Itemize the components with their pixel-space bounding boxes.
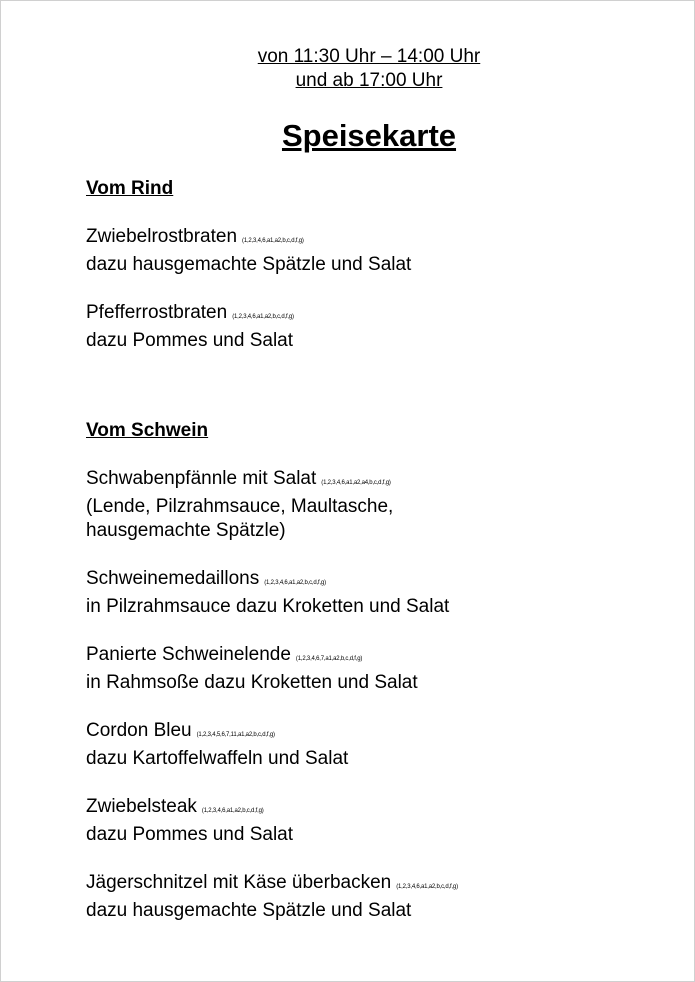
- menu-item-title-line: [86, 225, 666, 253]
- menu-item: [86, 467, 666, 543]
- menu-item-description: hausgemachte Spätzle): [86, 520, 286, 541]
- menu-item: [86, 643, 666, 695]
- menu-item-title-line: [86, 467, 666, 495]
- menu-item-description: dazu hausgemachte Spätzle und Salat: [86, 900, 412, 921]
- menu-item-name: Panierte Schweinelende: [86, 644, 291, 665]
- menu-item-name: Pfefferrostbraten: [86, 302, 228, 323]
- allergen-codes: (1,2,3,4,5,6,7,11,a1,a2,b,c,d,f,g): [196, 732, 275, 738]
- menu-item-name: Zwiebelrostbraten: [86, 226, 238, 247]
- menu-item: [86, 871, 666, 923]
- menu-item-name: Jägerschnitzel mit Käse überbacken: [86, 872, 392, 893]
- menu-item-description: dazu hausgemachte Spätzle und Salat: [86, 254, 412, 275]
- menu-item: [86, 567, 666, 619]
- allergen-codes: (1,2,3,4,6,a1,a2,b,c,d,f,g): [201, 808, 264, 814]
- menu-item-title-line: [86, 871, 666, 899]
- allergen-codes: (1,2,3,4,6,a1,a2,a4,b,c,d,f,g): [321, 480, 391, 486]
- menu-item-title-line: [86, 643, 666, 671]
- menu-item: [86, 795, 666, 847]
- menu-item-title-line: [86, 301, 666, 329]
- menu-item-description: in Pilzrahmsauce dazu Kroketten und Salat: [86, 596, 450, 617]
- allergen-codes: (1,2,3,4,6,a1,a2,b,c,d,f,g): [242, 238, 304, 244]
- allergen-codes: (1,2,3,4,6,a1,a2,b,c,d,f,g): [396, 884, 458, 890]
- menu-item-description: dazu Pommes und Salat: [86, 824, 294, 845]
- menu-item-name: Cordon Bleu: [86, 720, 192, 741]
- section-heading: Vom Schwein: [86, 420, 209, 441]
- opening-hours-line-1: von 11:30 Uhr – 14:00 Uhr: [257, 46, 481, 67]
- page-title: Speisekarte: [281, 118, 457, 153]
- allergen-codes: (1,2,3,4,6,7,a1,a2,b,c,d,f,g): [295, 656, 363, 662]
- menu-item-name: Zwiebelsteak: [86, 796, 197, 817]
- section-schwein: [86, 419, 666, 923]
- menu-item-description: (Lende, Pilzrahmsauce, Maultasche,: [86, 496, 394, 517]
- opening-hours: [1, 45, 695, 93]
- menu-item-name: Schwabenpfännle mit Salat: [86, 468, 317, 489]
- menu-item: [86, 719, 666, 771]
- menu-item: [86, 225, 666, 277]
- menu-item-title-line: [86, 795, 666, 823]
- allergen-codes: (1,2,3,4,6,a1,a2,b,c,d,f,g): [264, 580, 326, 586]
- menu-item-description: dazu Pommes und Salat: [86, 330, 294, 351]
- menu-item-description: in Rahmsoße dazu Kroketten und Salat: [86, 672, 418, 693]
- opening-hours-line-2: und ab 17:00 Uhr: [295, 70, 443, 91]
- menu-item: [86, 301, 666, 353]
- menu-item-title-line: [86, 719, 666, 747]
- menu-item-description: dazu Kartoffelwaffeln und Salat: [86, 748, 349, 769]
- allergen-codes: (1,2,3,4,6,a1,a2,b,c,d,f,g): [232, 314, 294, 320]
- menu-item-title-line: [86, 567, 666, 595]
- section-rind: [86, 177, 666, 353]
- section-heading: Vom Rind: [86, 178, 174, 199]
- menu-item-name: Schweinemedaillons: [86, 568, 260, 589]
